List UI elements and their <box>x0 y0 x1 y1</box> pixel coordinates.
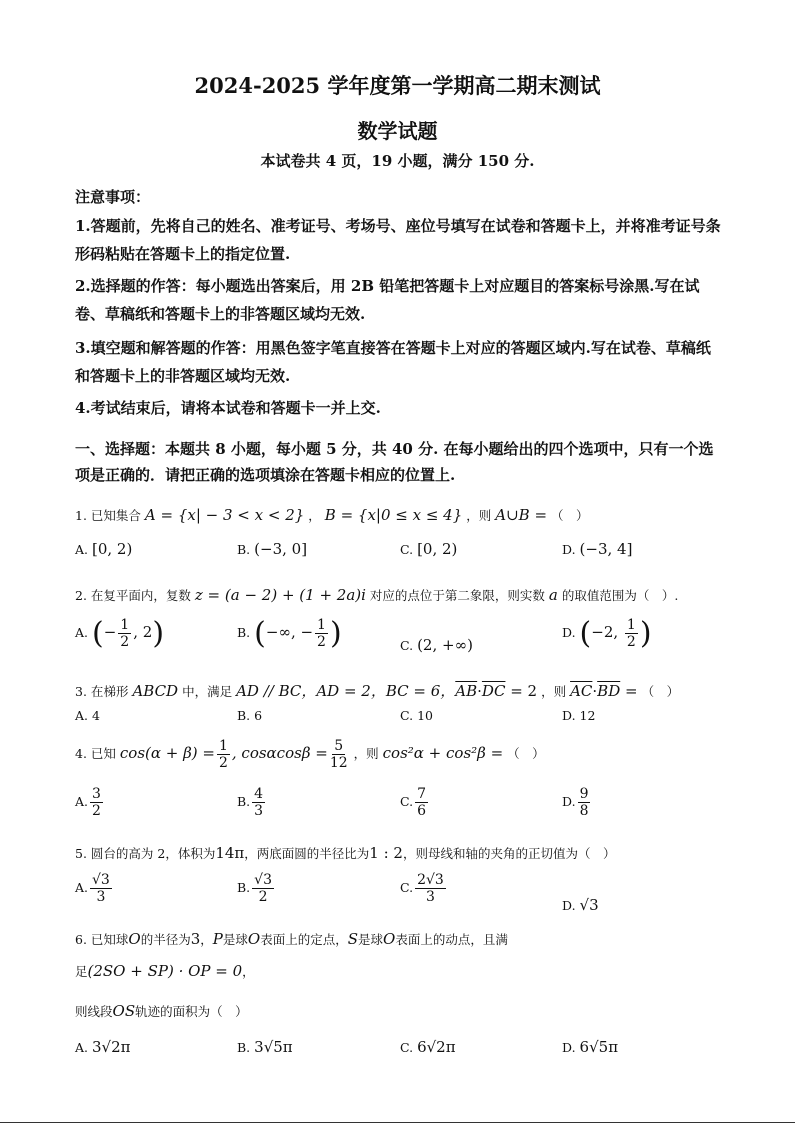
q1-suffix: ，则 <box>466 508 492 523</box>
notice-item-2: 2.选择题的作答：每小题选出答案后，用 2B 铅笔把答题卡上对应题目的答案标号涂黑.写在试卷、草稿纸和答题卡上的非答题区域均无效. <box>75 277 700 323</box>
q3-cond: AD // BC，AD = 2，BC = 6， <box>236 682 456 700</box>
q3-text1: 在 <box>90 684 104 699</box>
q4-option-a[interactable]: A. $\frac{3}{2}$ <box>75 786 101 819</box>
q5-text3: ，则母线和轴的夹角的正切值为（ ） <box>402 846 616 861</box>
q1-union: A∪B = <box>495 506 548 524</box>
q3-option-a[interactable]: A. 4 <box>75 708 100 723</box>
q2-option-d[interactable]: D. (−2, $\frac{1}{2}$ ) <box>562 616 652 651</box>
question-3: 3. 在梯形 ABCD 中，满足 AD // BC，AD = 2，BC = 6，$\overline{AB}\cdot\overline{DC} = 2$ ，则 $\overline{AC}\cdot\overline{BD}$ = （ ） <box>75 682 680 700</box>
q5-option-c[interactable]: C. $\frac{2√3}{3}$ <box>400 872 444 905</box>
q3-paren: （ ） <box>641 684 680 699</box>
q3-vec-bd: $\overline{BD}$ <box>597 682 621 700</box>
notice-item-4: 4.考试结束后，请将本试卷和答题卡一并上交. <box>75 399 381 417</box>
q2-suffix: 对应的点位于第二象限，则实数 <box>369 588 545 603</box>
q6-option-c[interactable]: C. 6√2π <box>400 1038 456 1056</box>
q2-option-c[interactable]: C. (2, +∞) <box>400 636 473 654</box>
q5-option-d[interactable]: D. √3 <box>562 896 599 914</box>
q3-text4: ，则 <box>541 684 567 699</box>
question-5 <box>75 844 616 862</box>
exam-title: 2024-2025 学年度第一学期高二期末测试 <box>194 73 601 98</box>
q3-option-b[interactable]: B. 6 <box>237 708 263 723</box>
q4-expr1: cos(α + β) = <box>119 744 215 762</box>
q6-option-d[interactable]: D. 6√5π <box>562 1038 619 1056</box>
q3-shape: ABCD <box>132 682 179 700</box>
q1-sep: ， <box>308 508 321 523</box>
q5-option-b[interactable]: B. $\frac{√3}{2}$ <box>237 872 272 905</box>
q6-segment: OS <box>112 1002 136 1020</box>
q3-vec-ab: $\overline{AB}$ <box>455 682 478 700</box>
q3-eq2: = 2 <box>505 682 538 700</box>
q1-set-a: A = {x| − 3 < x < 2} <box>144 506 305 524</box>
question-6: 6. 已知球O的半径为3，P是球O表面上的定点，S是球O表面上的动点，且满 <box>75 930 508 948</box>
q3-vec-ac: $\overline{AC}$ <box>570 682 593 700</box>
q4-prefix: 4. 已知 <box>75 746 116 761</box>
q2-option-b[interactable]: B. (−∞, − $\frac{1}{2}$ ) <box>237 616 342 651</box>
q1-option-d[interactable]: D. (−3, 4] <box>562 540 633 558</box>
notice-item-1: 1.答题前，先将自己的姓名、准考证号、考场号、座位号填写在试卷和答题卡上，并将准考证号条形码粘贴在答题卡上的指定位置. <box>75 217 721 263</box>
q4-option-b[interactable]: B. $\frac{4}{3}$ <box>237 786 264 819</box>
section-1-heading: 一、选择题：本题共 8 小题，每小题 5 分，共 40 分. 在每小题给出的四个选项中，只有一个选项是正确的．请把正确的选项填涂在答题卡相应的位置上. <box>75 440 714 484</box>
q6-option-a[interactable]: A. 3√2π <box>75 1038 131 1056</box>
notice-heading: 注意事项： <box>75 188 151 206</box>
notice-item-3: 3.填空题和解答题的作答：用黑色签字笔直接答在答题卡上对应的答题区域内.写在试卷、草稿纸和答题卡上的非答题区域均无效. <box>75 339 711 385</box>
q3-prefix: 3. <box>75 684 87 699</box>
q6-option-b[interactable]: B. 3√5π <box>237 1038 293 1056</box>
question-1 <box>75 506 589 524</box>
q2-expr: z = (a − 2) + (1 + 2a)i <box>194 586 366 604</box>
q4-option-c[interactable]: C. $\frac{7}{6}$ <box>400 786 427 819</box>
exam-subtitle: 数学试题 <box>357 119 438 143</box>
q3-eq: = <box>620 682 638 700</box>
question-4: 4. 已知 cos(α + β) = $\frac{1}{2}$ , cosαcosβ = $\frac{5}{12}$ ，则 cos²α + cos²β = （ ） <box>75 738 545 771</box>
q5-text: 5. 圆台的高为 2，体积为 <box>75 846 216 861</box>
q1-option-a[interactable]: A. [0, 2) <box>75 540 133 558</box>
exam-info: 本试卷共 4 页，19 小题，满分 150 分. <box>260 152 535 170</box>
q1-option-b[interactable]: B. (−3, 0] <box>237 540 308 558</box>
q4-option-d[interactable]: D. $\frac{9}{8}$ <box>562 786 589 819</box>
q2-option-a[interactable]: A. (− $\frac{1}{2}$ , 2) <box>75 616 165 651</box>
q4-paren: （ ） <box>507 746 545 761</box>
q4-expr3: cos²α + cos²β = <box>382 744 504 762</box>
q1-paren: （ ） <box>551 508 589 523</box>
q2-prefix: 2. 在复平面内，复数 <box>75 588 191 603</box>
q4-expr2: , cosαcosβ = <box>231 744 328 762</box>
q2-suffix2: 的取值范围为（ ）. <box>561 588 679 603</box>
q1-option-c[interactable]: C. [0, 2) <box>400 540 458 558</box>
q2-var: a <box>548 586 558 604</box>
q1-prefix: 1. 已知集合 <box>75 508 141 523</box>
q5-volume: 14π <box>215 844 245 862</box>
q1-set-b: B = {x|0 ≤ x ≤ 4} <box>324 506 463 524</box>
q3-option-c[interactable]: C. 10 <box>400 708 433 723</box>
question-2 <box>75 586 678 604</box>
q5-ratio: 1 : 2 <box>369 844 403 862</box>
q4-suffix: ，则 <box>353 746 379 761</box>
page-bottom-rule <box>0 1122 795 1123</box>
question-6-line3: 则线段OS轨迹的面积为（ ） <box>75 1002 248 1020</box>
q5-option-a[interactable]: A. $\frac{√3}{3}$ <box>75 872 110 905</box>
q3-option-d[interactable]: D. 12 <box>562 708 596 723</box>
q6-condition: (2SO + SP) · OP = 0 <box>87 962 243 980</box>
q5-text2: ，两底面圆的半径比为 <box>244 846 370 861</box>
q3-vec-dc: $\overline{DC}$ <box>481 682 506 700</box>
q3-text3: 中，满足 <box>182 684 233 699</box>
question-6-line2: 足(2SO + SP) · OP = 0， <box>75 962 255 980</box>
q3-text2: 梯形 <box>103 684 129 699</box>
